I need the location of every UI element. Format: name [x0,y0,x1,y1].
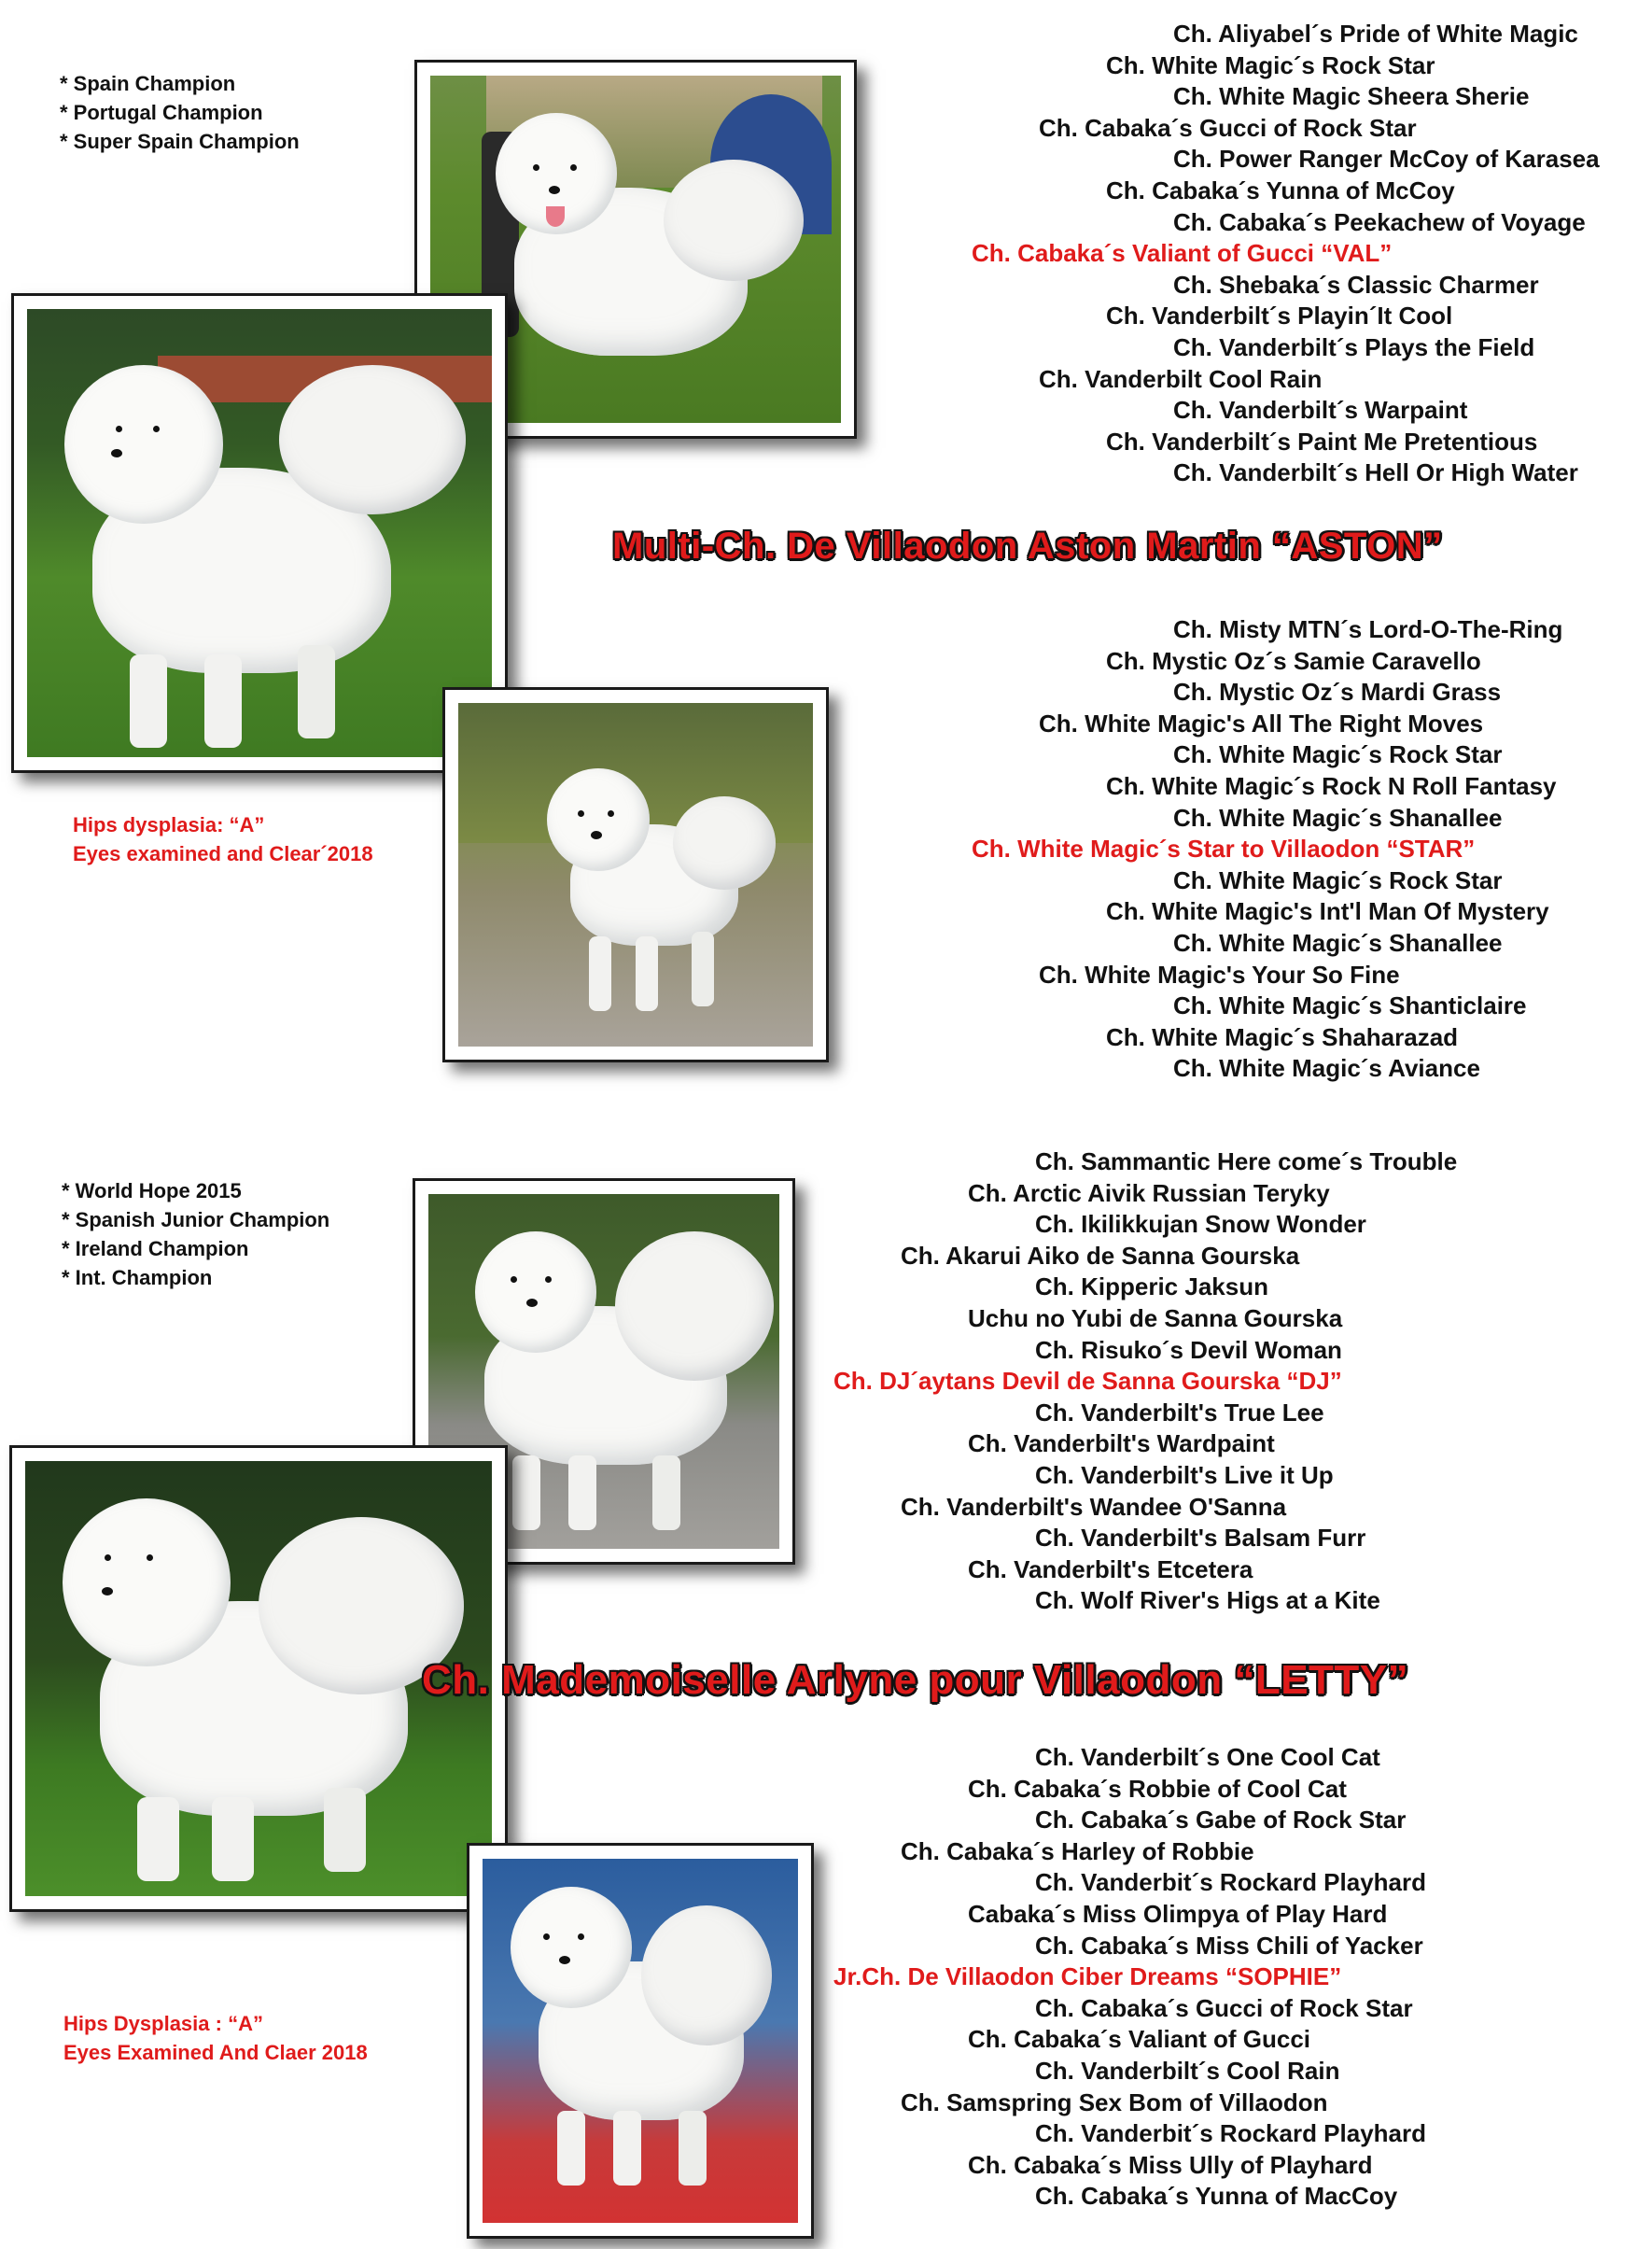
pedigree-ancestor: Ch. White Magic´s Aviance [1173,1054,1480,1083]
pedigree-ancestor: Ch. Vanderbilt´s Playin´It Cool [1106,302,1453,330]
pedigree-ancestor: Ch. Power Ranger McCoy of Karasea [1173,145,1600,174]
samoyed-photo-icon [27,309,492,757]
pedigree-ancestor: Uchu no Yubi de Sanna Gourska [968,1304,1343,1332]
pedigree-ancestor: Ch. Cabaka´s Yunna of MacCoy [1035,2182,1398,2211]
letty-health-line: Eyes Examined And Claer 2018 [63,2041,368,2064]
pedigree-ancestor: Ch. Vanderbilt's Etcetera [968,1554,1253,1583]
aston-titles [60,69,300,156]
pedigree-ancestor: Ch. Cabaka´s Gabe of Rock Star [1035,1806,1407,1834]
pedigree-ancestor: Ch. White Magic´s Rock Star [1173,865,1503,894]
pedigree-ancestor: Ch. Mystic Oz´s Samie Caravello [1106,646,1481,675]
pedigree-ancestor: Ch. White Magic´s Shanallee [1173,929,1503,957]
aston-main-photo [11,293,508,773]
pedigree-ancestor: Ch. White Magic´s Shaharazad [1106,1022,1459,1051]
pedigree-ancestor: Ch. White Magic´s Rock Star [1173,740,1503,769]
pedigree-ancestor: Ch. Cabaka´s Peekachew of Voyage [1173,207,1586,236]
pedigree-parent: Ch. DJ´aytans Devil de Sanna Gourska “DJ” [833,1367,1342,1396]
letty-title-item: * Ireland Champion [62,1237,249,1260]
pedigree-ancestor: Ch. Wolf River's Higs at a Kite [1035,1586,1380,1615]
aston-name: Multi-Ch. De Villaodon Aston Martin “ASTON” [612,526,1443,567]
letty-title-item: * Int. Champion [62,1266,213,1289]
letty-health [63,2009,368,2067]
pedigree-ancestor: Ch. Arctic Aivik Russian Teryky [968,1178,1330,1207]
pedigree-ancestor: Ch. White Magic Sheera Sherie [1173,82,1530,111]
pedigree-ancestor: Ch. Cabaka´s Miss Ully of Playhard [968,2150,1373,2179]
samoyed-photo-icon [483,1859,798,2223]
aston-health [73,810,373,868]
pedigree-ancestor: Ch. Vanderbilt's Wandee O'Sanna [901,1492,1287,1521]
pedigree-ancestor: Ch. Vanderbit´s Rockard Playhard [1035,1868,1427,1897]
pedigree-ancestor: Ch. Vanderbilt's True Lee [1035,1398,1324,1427]
pedigree-ancestor: Ch. Vanderbit´s Rockard Playhard [1035,2119,1427,2148]
pedigree-ancestor: Ch. Vanderbilt's Balsam Furr [1035,1524,1366,1553]
pedigree-ancestor: Ch. Vanderbilt´s Hell Or High Water [1173,458,1578,487]
pedigree-ancestor: Ch. White Magic's Int'l Man Of Mystery [1106,897,1549,926]
pedigree-ancestor: Ch. Cabaka´s Harley of Robbie [901,1836,1254,1865]
pedigree-ancestor: Ch. Vanderbilt Cool Rain [1039,364,1323,393]
pedigree-ancestor: Ch. White Magic's Your So Fine [1039,960,1400,989]
letty-title-item: * World Hope 2015 [62,1179,242,1202]
aston-title-item: * Super Spain Champion [60,130,300,153]
pedigree-ancestor: Ch. White Magic´s Rock Star [1106,50,1435,79]
pedigree-ancestor: Ch. Vanderbilt´s Plays the Field [1173,333,1535,361]
pedigree-ancestor: Ch. Vanderbilt´s Cool Rain [1035,2057,1340,2085]
pedigree-ancestor: Ch. Ikilikkujan Snow Wonder [1035,1210,1366,1239]
samoyed-photo-icon [458,703,813,1047]
pedigree-ancestor: Ch. Sammantic Here come´s Trouble [1035,1147,1458,1175]
pedigree-ancestor: Ch. Vanderbilt's Live it Up [1035,1461,1334,1489]
pedigree-ancestor: Ch. Misty MTN´s Lord-O-The-Ring [1173,615,1563,643]
pedigree-ancestor: Ch. Aliyabel´s Pride of White Magic [1173,20,1578,48]
letty-dam-photo [467,1843,814,2239]
letty-name: Ch. Mademoiselle Arlyne pour Villaodon “LETTY” [422,1657,1409,1703]
pedigree-parent: Jr.Ch. De Villaodon Ciber Dreams “SOPHIE” [833,1962,1342,1991]
pedigree-ancestor: Ch. Mystic Oz´s Mardi Grass [1173,678,1502,707]
pedigree-ancestor: Ch. White Magic´s Shanallee [1173,803,1503,832]
letty-title-item: * Spanish Junior Champion [62,1208,330,1231]
pedigree-ancestor: Ch. Risuko´s Devil Woman [1035,1335,1342,1364]
pedigree-ancestor: Ch. Vanderbilt´s Warpaint [1173,396,1468,425]
pedigree-ancestor: Ch. Cabaka´s Robbie of Cool Cat [968,1774,1347,1803]
pedigree-ancestor: Ch. Vanderbilt´s Paint Me Pretentious [1106,427,1538,456]
aston-health-line: Hips dysplasia: “A” [73,813,265,836]
pedigree-ancestor: Ch. Kipperic Jaksun [1035,1272,1268,1301]
pedigree-parent: Ch. Cabaka´s Valiant of Gucci “VAL” [972,239,1393,268]
pedigree-parent: Ch. White Magic´s Star to Villaodon “STAR” [972,835,1476,864]
pedigree-ancestor: Ch. Samspring Sex Bom of Villaodon [901,2087,1328,2116]
pedigree-ancestor: Ch. Cabaka´s Miss Chili of Yacker [1035,1931,1423,1960]
aston-dam-photo [442,687,829,1062]
pedigree-ancestor: Ch. Akarui Aiko de Sanna Gourska [901,1241,1300,1270]
aston-title-item: * Spain Champion [60,72,236,95]
pedigree-ancestor: Ch. Cabaka´s Yunna of McCoy [1106,176,1455,204]
pedigree-ancestor: Ch. White Magic´s Rock N Roll Fantasy [1106,772,1557,800]
pedigree-ancestor: Ch. Shebaka´s Classic Charmer [1173,270,1539,299]
aston-health-line: Eyes examined and Clear´2018 [73,842,373,865]
pedigree-ancestor: Ch. Cabaka´s Gucci of Rock Star [1039,113,1417,142]
letty-health-line: Hips Dysplasia : “A” [63,2012,263,2035]
pedigree-ancestor: Ch. White Magic´s Shanticlaire [1173,991,1527,1020]
pedigree-ancestor: Ch. Cabaka´s Gucci of Rock Star [1035,1993,1413,2022]
pedigree-ancestor: Cabaka´s Miss Olimpya of Play Hard [968,1900,1388,1928]
pedigree-ancestor: Ch. Vanderbilt´s One Cool Cat [1035,1743,1380,1771]
pedigree-ancestor: Ch. Cabaka´s Valiant of Gucci [968,2025,1310,2054]
aston-title-item: * Portugal Champion [60,101,263,124]
pedigree-ancestor: Ch. Vanderbilt's Wardpaint [968,1429,1275,1458]
pedigree-ancestor: Ch. White Magic's All The Right Moves [1039,709,1484,738]
letty-titles [62,1176,329,1292]
